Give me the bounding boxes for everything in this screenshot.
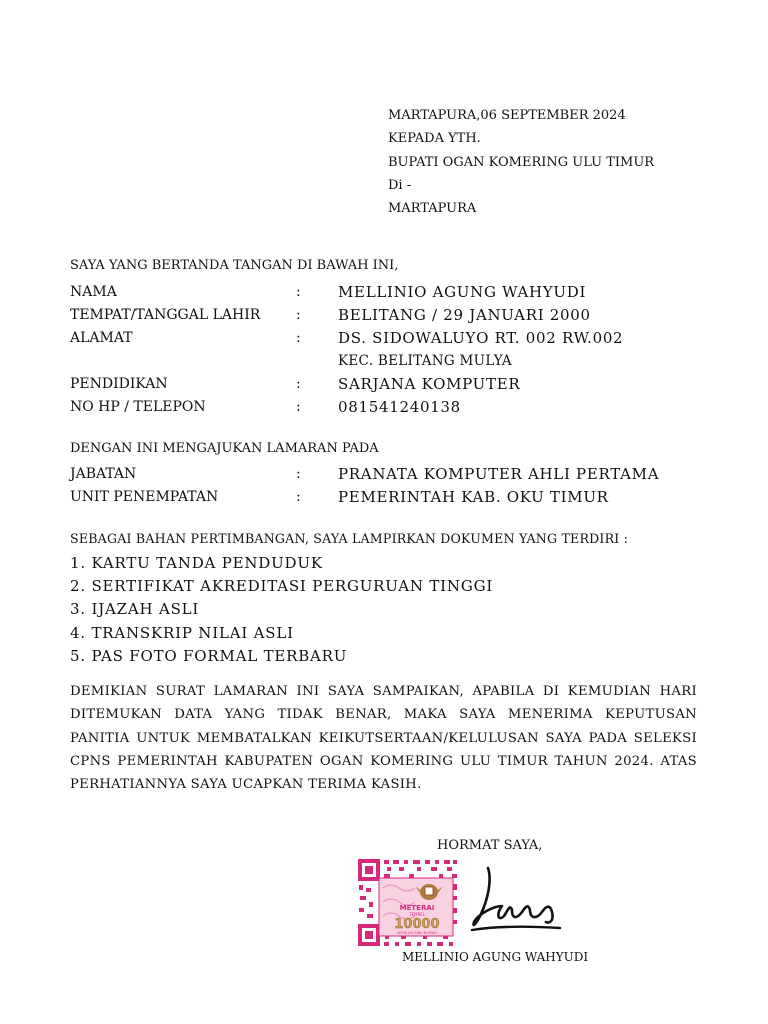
- field-label: TEMPAT/TANGGAL LAHIR: [70, 307, 261, 323]
- closing-paragraph: DEMIKIAN SURAT LAMARAN INI SAYA SAMPAIKAN, APABILA DI KEMUDIAN HARI DITEMUKAN DATA YANG TIDAK BENAR, MAKA SAYA MENERIMA KEPUTUSAN PANITIA UNTUK MEMBATALKAN KEIKUTSERTAAN/KELULUSAN SAYA PADA SELEKSI CPNS PEMERINTAH KABUPATEN OGAN KOMERING ULU TIMUR TAHUN 2024. ATAS PERHATIANNYA SAYA UCAPKAN TERIMA KASIH.: [70, 684, 697, 793]
- list-item: 3. IJAZAH ASLI: [70, 600, 200, 619]
- field-value: SARJANA KOMPUTER: [338, 375, 521, 393]
- field-value: PRANATA KOMPUTER AHLI PERTAMA: [338, 465, 660, 483]
- field-value: MELLINIO AGUNG WAHYUDI: [338, 283, 587, 301]
- attachments-list: [70, 552, 493, 668]
- handwritten-signature-image: [466, 860, 566, 940]
- field-value: BELITANG / 29 JANUARI 2000: [338, 306, 591, 324]
- field-colon: :: [296, 284, 301, 300]
- field-value: PEMERINTAH KAB. OKU TIMUR: [338, 488, 609, 506]
- stamp-label: METERAI: [399, 904, 435, 912]
- closing-greeting: HORMAT SAYA,: [437, 838, 543, 853]
- addressee-prefix: KEPADA YTH.: [388, 131, 481, 147]
- field-label: ALAMAT: [70, 330, 133, 346]
- list-item: 2. SERTIFIKAT AKREDITASI PERGURUAN TINGGI: [70, 577, 494, 596]
- field-label: JABATAN: [70, 466, 137, 482]
- field-colon: :: [296, 330, 301, 346]
- list-item: 5. PAS FOTO FORMAL TERBARU: [70, 646, 348, 665]
- recipient-city: MARTAPURA: [388, 201, 477, 217]
- attachments-intro: SEBAGAI BAHAN PERTIMBANGAN, SAYA LAMPIRKAN DOKUMEN YANG TERDIRI :: [70, 531, 629, 546]
- field-colon: :: [296, 466, 301, 482]
- application-intro: DENGAN INI MENGAJUKAN LAMARAN PADA: [70, 441, 379, 456]
- field-value: 081541240138: [338, 398, 461, 416]
- field-value: DS. SIDOWALUYO RT. 002 RW.002: [338, 329, 624, 347]
- stamp-value: 10000: [394, 917, 440, 932]
- stamp-footer: SEPULUH RIBU RUPIAH: [397, 931, 437, 935]
- field-label: NAMA: [70, 284, 117, 300]
- field-value: KEC. BELITANG MULYA: [338, 353, 512, 369]
- field-label: UNIT PENEMPATAN: [70, 489, 219, 505]
- list-item: 1. KARTU TANDA PENDUDUK: [70, 554, 323, 572]
- field-colon: :: [296, 489, 301, 505]
- letter-header: [388, 104, 654, 220]
- stamp-sublabel: TEMPEL: [409, 912, 425, 917]
- intro-text: SAYA YANG BERTANDA TANGAN DI BAWAH INI,: [70, 258, 399, 273]
- field-colon: :: [296, 399, 301, 415]
- recipient: BUPATI OGAN KOMERING ULU TIMUR: [388, 154, 655, 170]
- place-date: MARTAPURA,06 SEPTEMBER 2024: [388, 108, 626, 123]
- field-colon: :: [296, 307, 301, 323]
- signatory-name: MELLINIO AGUNG WAHYUDI: [402, 950, 589, 964]
- recipient-di: Di -: [388, 177, 412, 193]
- field-label: PENDIDIKAN: [70, 376, 168, 392]
- field-label: NO HP / TELEPON: [70, 399, 206, 415]
- list-item: 4. TRANSKRIP NILAI ASLI: [70, 623, 294, 642]
- meterai-stamp-image: [357, 858, 459, 948]
- field-colon: :: [296, 376, 301, 392]
